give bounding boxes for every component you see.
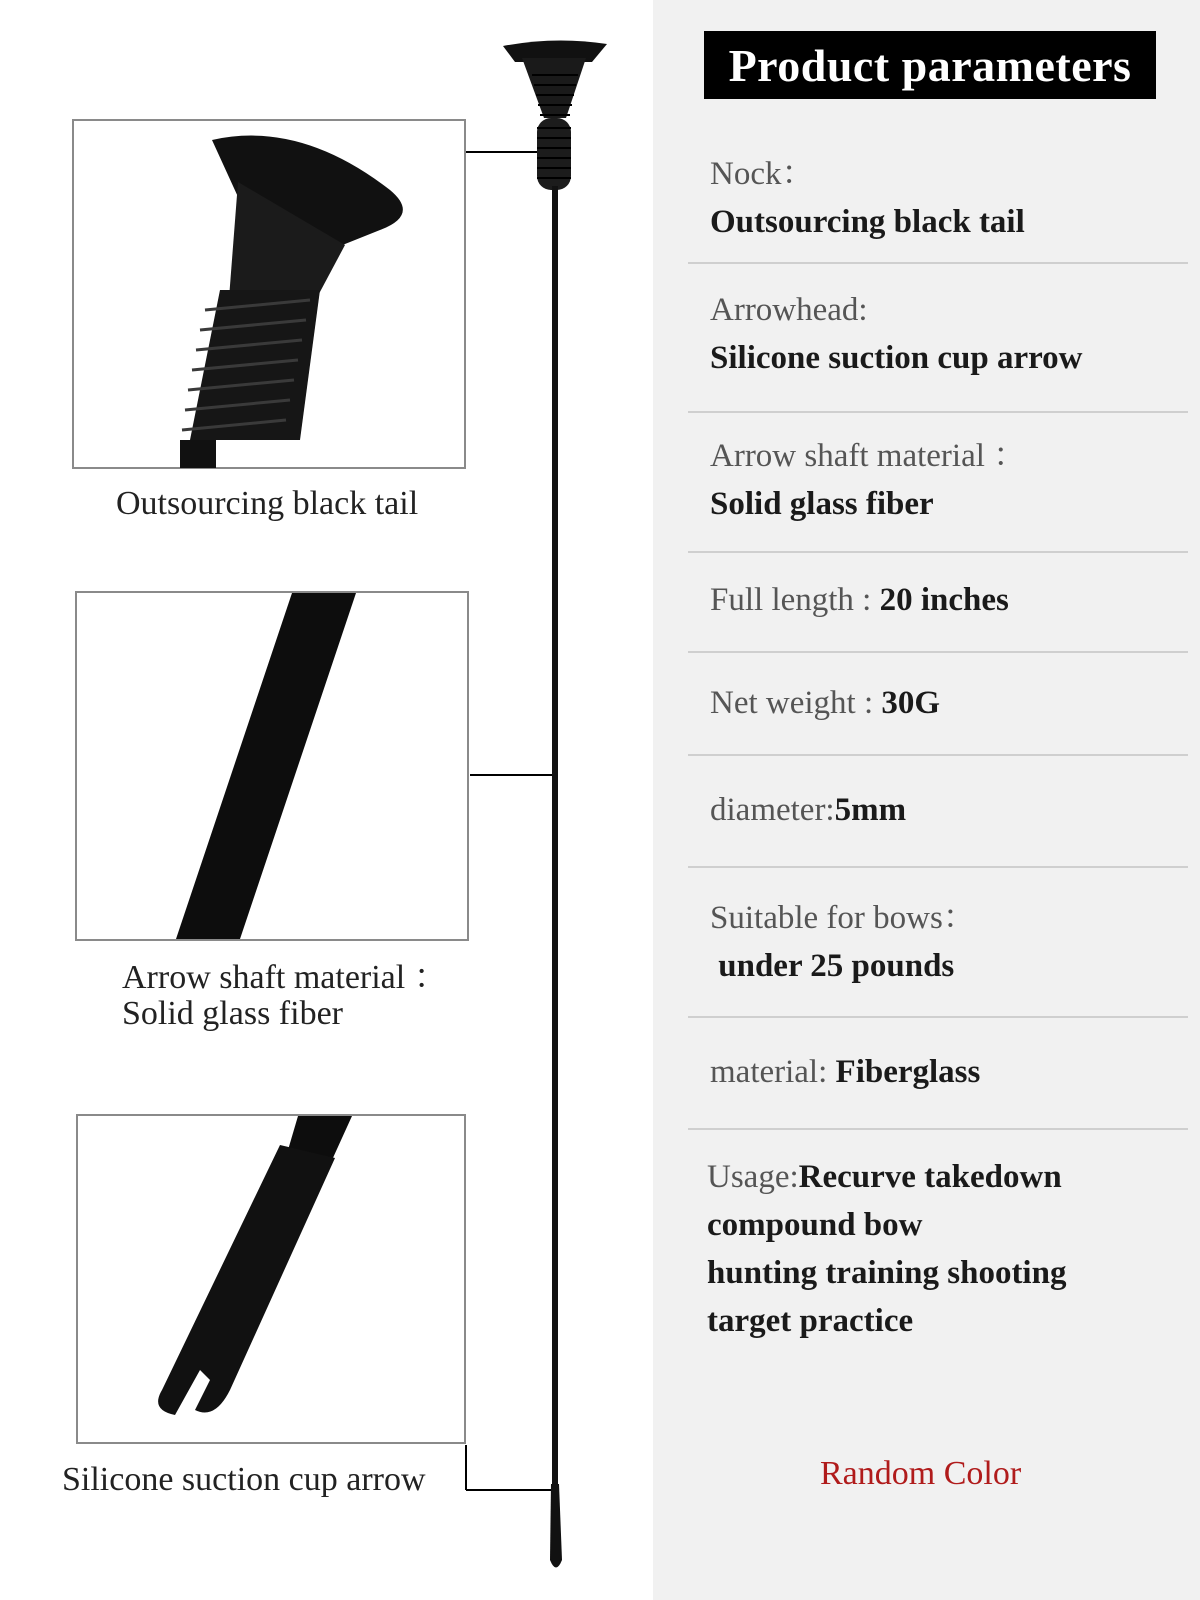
divider — [688, 866, 1188, 868]
nock-icon — [550, 1484, 562, 1568]
arrow-shaft — [552, 186, 558, 1492]
param-material-label: material: — [710, 1054, 836, 1090]
caption-shaft-line1: Arrow shaft material ： — [122, 959, 448, 996]
param-shaft-value: Solid glass fiber — [710, 486, 934, 522]
param-diameter-value: 5mm — [834, 792, 907, 828]
param-length-label: Full length : — [710, 582, 880, 618]
detail-shaft-illustration — [76, 592, 468, 940]
caption-head: Silicone suction cup arrow — [62, 1461, 426, 1498]
divider — [688, 651, 1188, 653]
param-material-value: Fiberglass — [835, 1054, 981, 1090]
param-bows-label: Suitable for bows： — [710, 900, 976, 936]
param-weight-value: 30G — [881, 685, 941, 721]
param-diameter — [710, 786, 1180, 834]
detail-tail-illustration — [73, 120, 465, 468]
param-nock-label: Nock： — [710, 156, 815, 192]
param-bows — [710, 894, 1180, 990]
divider — [688, 551, 1188, 553]
param-usage-line3: hunting training shooting — [707, 1255, 1067, 1291]
param-shaft-label: Arrow shaft material ： — [710, 438, 1027, 474]
divider — [688, 1016, 1188, 1018]
param-weight-label: Net weight : — [710, 685, 882, 721]
param-usage-line1: Recurve takedown — [798, 1159, 1062, 1195]
param-arrowhead-value: Silicone suction cup arrow — [710, 340, 1083, 376]
param-weight — [710, 679, 1180, 727]
param-bows-value: under 25 pounds — [710, 948, 955, 984]
param-nock-value: Outsourcing black tail — [710, 204, 1025, 240]
caption-tail: Outsourcing black tail — [116, 485, 419, 522]
param-diameter-label: diameter: — [710, 792, 835, 828]
param-length-value: 20 inches — [879, 582, 1009, 618]
param-length — [710, 576, 1180, 624]
divider — [688, 411, 1188, 413]
param-arrowhead — [710, 286, 1180, 382]
param-material — [710, 1048, 1180, 1096]
suction-cup-icon — [503, 40, 607, 190]
detail-head-illustration — [77, 1115, 465, 1443]
param-usage-line4: target practice — [707, 1303, 914, 1339]
param-nock — [710, 150, 1180, 246]
param-usage-label: Usage: — [707, 1159, 799, 1195]
divider — [688, 754, 1188, 756]
page-title: Product parameters — [704, 31, 1156, 99]
divider — [688, 1128, 1188, 1130]
random-color-note: Random Color — [820, 1455, 1022, 1492]
param-usage-line2: compound bow — [707, 1207, 923, 1243]
caption-shaft-line2: Solid glass fiber — [122, 995, 343, 1032]
param-arrowhead-label: Arrowhead: — [710, 292, 868, 328]
param-usage — [707, 1153, 1177, 1345]
param-shaft — [710, 432, 1180, 528]
divider — [688, 262, 1188, 264]
